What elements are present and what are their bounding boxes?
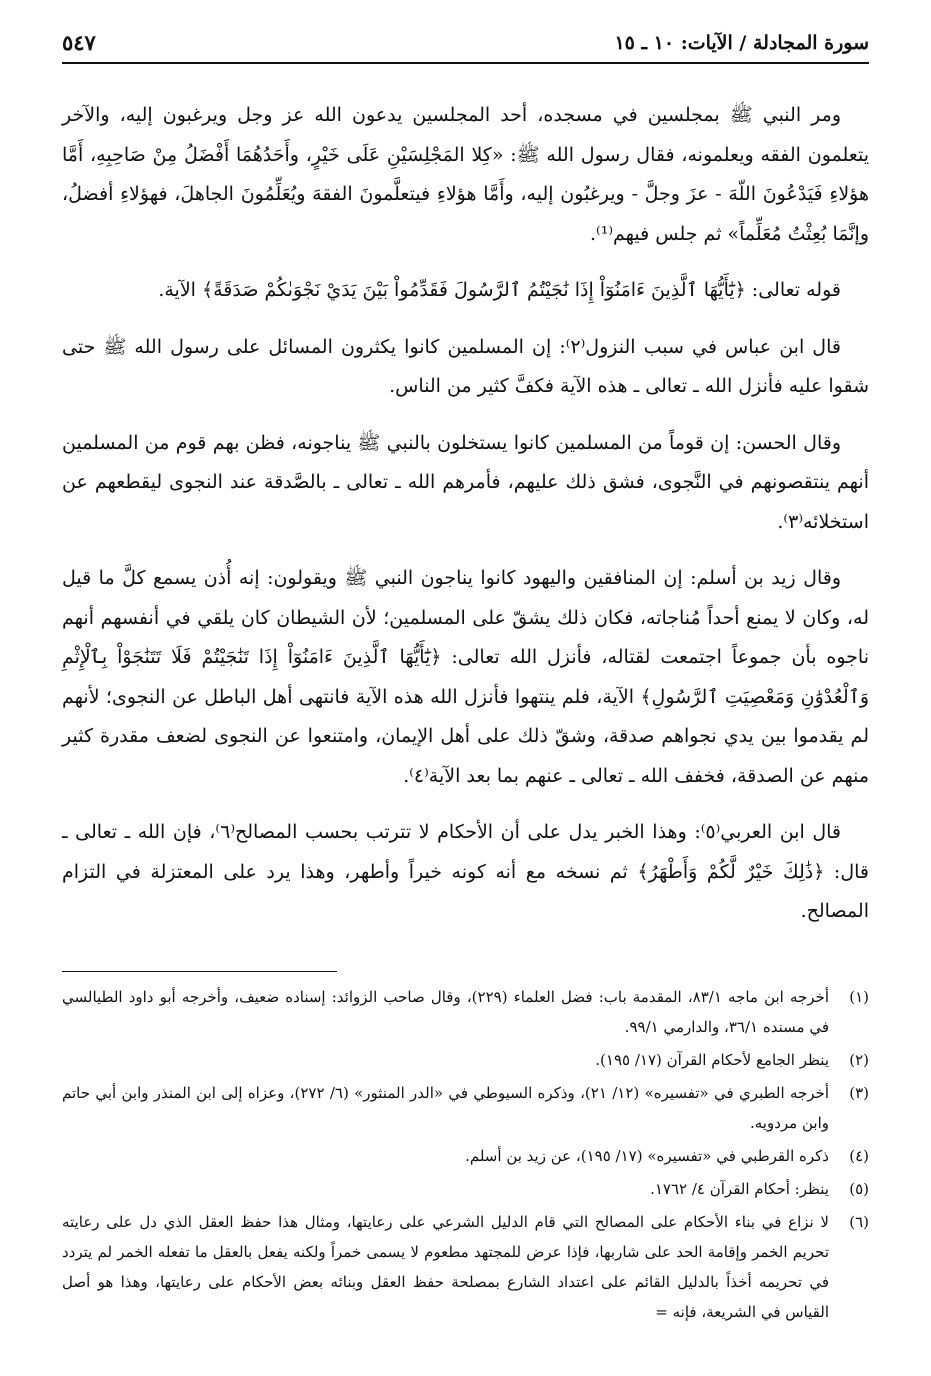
footnote-number: (٢) bbox=[849, 1050, 869, 1069]
footnote-number: (٦) bbox=[849, 1212, 869, 1231]
footnote-text: أخرجه ابن ماجه ٨٣/١، المقدمة باب: فضل العلماء (٢٢٩)، وقال صاحب الزوائد: إسناده ضعيف، وأخرجه أبو داود الطيالسي في مسنده ٣٦/١، والدارمي ٩٩/١. bbox=[62, 987, 829, 1036]
footnote bbox=[62, 982, 869, 1042]
footnote-rule bbox=[62, 971, 337, 972]
footnote-text: أخرجه الطبري في «تفسيره» (١٢/ ٢١)، وذكره السيوطي في «الدر المنثور» (٦/ ٢٧٢)، وعزاه إلى ابن المنذر وابن أبي حاتم وابن مردويه. bbox=[62, 1083, 829, 1132]
paragraph: وقال الحسن: إن قوماً من المسلمين كانوا يستخلون بالنبي ﷺ يناجونه، فظن بهم قوم من المسلمين أنهم ينتقصونهم في النَّجوى، فشق ذلك عليهم، فأمرهم الله ـ تعالى ـ بالصَّدقة عند النجوى ليقطعهم عن استخلائه⁽٣⁾. bbox=[62, 431, 869, 533]
footnote bbox=[62, 1078, 869, 1138]
footnote-number: (٣) bbox=[849, 1083, 869, 1102]
footnote-number: (١) bbox=[849, 987, 869, 1006]
main-text bbox=[62, 96, 869, 932]
footnote bbox=[62, 1207, 869, 1327]
footnotes bbox=[62, 982, 869, 1327]
footnote-number: (٥) bbox=[849, 1179, 869, 1198]
footnote-number: (٤) bbox=[849, 1146, 869, 1165]
paragraph: قال ابن عباس في سبب النزول⁽٢⁾: إن المسلمين كانوا يكثرون المسائل على رسول الله ﷺ حتى شقوا عليه فأنزل الله ـ تعالى ـ هذه الآية فكفَّ كثير من الناس. bbox=[62, 335, 869, 397]
paragraph: قال ابن العربي⁽٥⁾: وهذا الخبر يدل على أن الأحكام لا تترتب بحسب المصالح⁽٦⁾، فإن الله ـ تعالى ـ قال: ﴿ذَٰلِكَ خَيْرٌ لَّكُمْ وَأَطْهَرُ﴾ ثم نسخه مع أنه كونه خيراً وأطهر، وهذا يرد على المعتزلة في التزام المصالح. bbox=[62, 821, 869, 922]
footnote bbox=[62, 1045, 869, 1075]
footnote bbox=[62, 1174, 869, 1204]
footnote-text: ينظر الجامع لأحكام القرآن (١٧/ ١٩٥). bbox=[595, 1050, 829, 1069]
footnote bbox=[62, 1141, 869, 1171]
paragraph: ومر النبي ﷺ بمجلسين في مسجده، أحد المجلسين يدعون الله عز وجل ويرغبون إليه، والآخر يتعلمون الفقه ويعلمونه، فقال رسول الله ﷺ: «كِلا المَجْلِسَيْنِ عَلَى خَيْرٍ، وأَحَدُهُمَا أَفْضَلُ مِنْ صَاحِبِهِ، أَمَّا هؤلاءِ فَيَدْعُونَ اللّهَ - عزَ وجلَّ - ويرغبُون إليه، وأَمَّا هؤلاءِ فيتعلَّمونَ الفقهَ ويُعَلِّمُونَ الجاهلَ، فهؤلاءِ أفضلُ، وإنَّمَا بُعِثْتُ مُعَلِّماً» ثم جلس فيهم⁽¹⁾. bbox=[62, 104, 869, 245]
footnote-text: ينظر: أحكام القرآن ٤/ ١٧٦٢. bbox=[650, 1179, 829, 1198]
footnote-text: ذكره القرطبي في «تفسيره» (١٧/ ١٩٥)، عن زيد بن أسلم. bbox=[465, 1146, 829, 1165]
paragraph: قوله تعالى: ﴿يَٰٓأَيُّهَا ٱلَّذِينَ ءَامَنُوٓاْ إِذَا نَٰجَيْتُمُ ٱلرَّسُولَ فَقَدِّمُواْ بَيْنَ يَدَيْ نَجْوَىٰكُمْ صَدَقَةً﴾ الآية. bbox=[158, 279, 841, 301]
running-title: سورة المجادلة / الآيات: ١٠ ـ ١٥ bbox=[614, 32, 869, 54]
footnote-separator bbox=[62, 949, 869, 982]
page-number: ٥٤٧ bbox=[62, 30, 96, 55]
footnote-text: لا نزاع في بناء الأحكام على المصالح التي قام الدليل الشرعي على رعايتها، ومثال هذا حفظ العقل الذي دل على رعايته تحريم الخمر وإقامة الحد على شاربها، فإذا عرض للمجتهد مطعوم لا يسمى خمراً ولكنه يفعل بالعقل ما تفعله الخمر لم يتردد في تحريمه أخذاً بالدليل القائم على اعتداد الشارع بمصلحة حفظ العقل وبنائه بعض الأحكام على رعايتها، وهذا هو أصل القياس في الشريعة، فإنه = bbox=[62, 1212, 829, 1321]
page-header bbox=[62, 30, 869, 64]
paragraph: وقال زيد بن أسلم: إن المنافقين واليهود كانوا يناجون النبي ﷺ ويقولون: إنه أُذن يسمع كلَّ ما قيل له، وكان لا يمنع أحداً مُناجاته، فكان ذلك يشقّ على المسلمين؛ لأن الشيطان كان يلقي في أنفسهم أنهم ناجوه بأن جموعاً اجتمعت لقتاله، فأنزل الله تعالى: ﴿يَٰٓأَيُّهَا ٱلَّذِينَ ءَامَنُوٓاْ إِذَا تَنَٰجَيْتُمْ فَلَا تَتَنَٰجَوْاْ بِٱلْإِثْمِ وَٱلْعُدْوَٰنِ وَمَعْصِيَتِ ٱلرَّسُولِ﴾ الآية، فلم ينتهوا فأنزل الله هذه الآية فانتهى أهل الباطل عن النجوى؛ لأنهم لم يقدموا بين يدي نجواهم صدقة، وشقّ ذلك على أهل الإيمان، وامتنعوا عن النجوى لضعف مقدرة كثير منهم عن الصدقة، فخفف الله ـ تعالى ـ عنهم بما بعد الآية⁽٤⁾. bbox=[62, 567, 869, 787]
